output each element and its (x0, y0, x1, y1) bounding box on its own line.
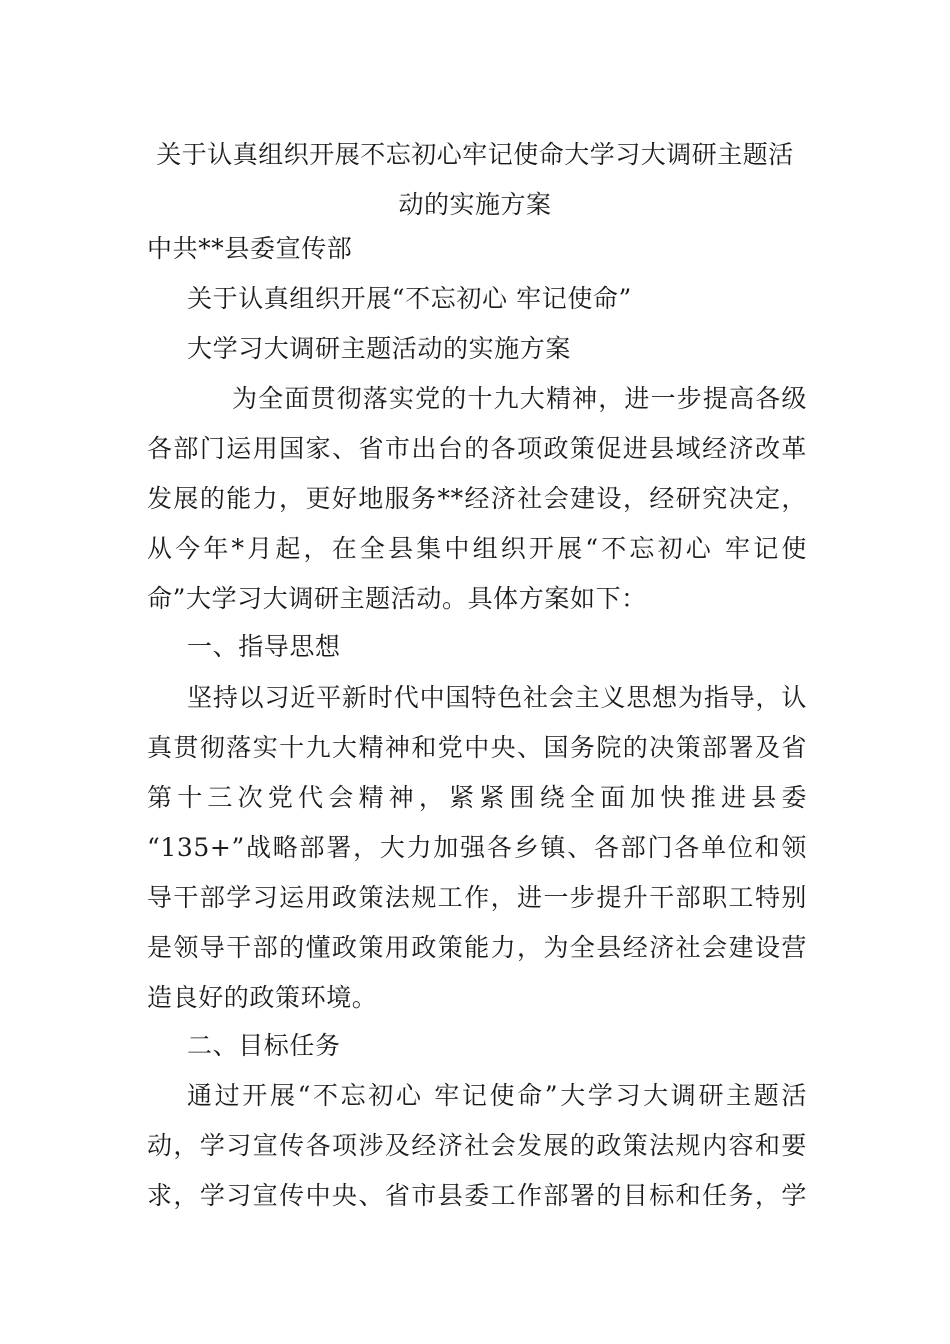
title-line-1: 关于认真组织开展不忘初心牢记使命大学习大调研主题活 (156, 140, 794, 169)
section1-line-6: 是领导干部的懂政策用政策能力，为全县经济社会建设营 (147, 933, 807, 962)
section1-line-3: 第十三次党代会精神，紧紧围绕全面加快推进县委 (147, 783, 807, 812)
intro-line-1: 为全面贯彻落实党的十九大精神，进一步提高各级 (232, 384, 807, 413)
subtitle-line-1: 关于认真组织开展“不忘初心 牢记使命” (187, 284, 632, 313)
issuer: 中共**县委宣传部 (147, 234, 353, 263)
subtitle-line-2: 大学习大调研主题活动的实施方案 (187, 334, 572, 363)
document-title (150, 130, 800, 230)
section1-line-2: 真贯彻落实十九大精神和党中央、国务院的决策部署及省 (147, 733, 807, 762)
intro-line-4: 从今年*月起，在全县集中组织开展“不忘初心 牢记使 (147, 534, 807, 563)
section1-heading: 一、指导思想 (187, 632, 341, 661)
title-line-2: 动的实施方案 (398, 190, 552, 219)
section2-line-1: 通过开展“不忘初心 牢记使命”大学习大调研主题活 (187, 1081, 807, 1110)
intro-line-3: 发展的能力，更好地服务**经济社会建设，经研究决定， (147, 484, 807, 513)
section1-line-7: 造良好的政策环境。 (147, 983, 378, 1012)
section2-line-3: 求，学习宣传中央、省市县委工作部署的目标和任务，学 (147, 1181, 807, 1210)
section1-line-4: “135+”战略部署，大力加强各乡镇、各部门各单位和领 (147, 833, 807, 862)
section1-line-5: 导干部学习运用政策法规工作，进一步提升干部职工特别 (147, 883, 807, 912)
section1-line-1: 坚持以习近平新时代中国特色社会主义思想为指导，认 (187, 683, 807, 712)
section2-heading: 二、目标任务 (187, 1031, 341, 1060)
section2-line-2: 动，学习宣传各项涉及经济社会发展的政策法规内容和要 (147, 1131, 807, 1160)
intro-line-2: 各部门运用国家、省市出台的各项政策促进县域经济改革 (147, 434, 807, 463)
intro-line-5: 命”大学习大调研主题活动。具体方案如下： (147, 584, 647, 613)
